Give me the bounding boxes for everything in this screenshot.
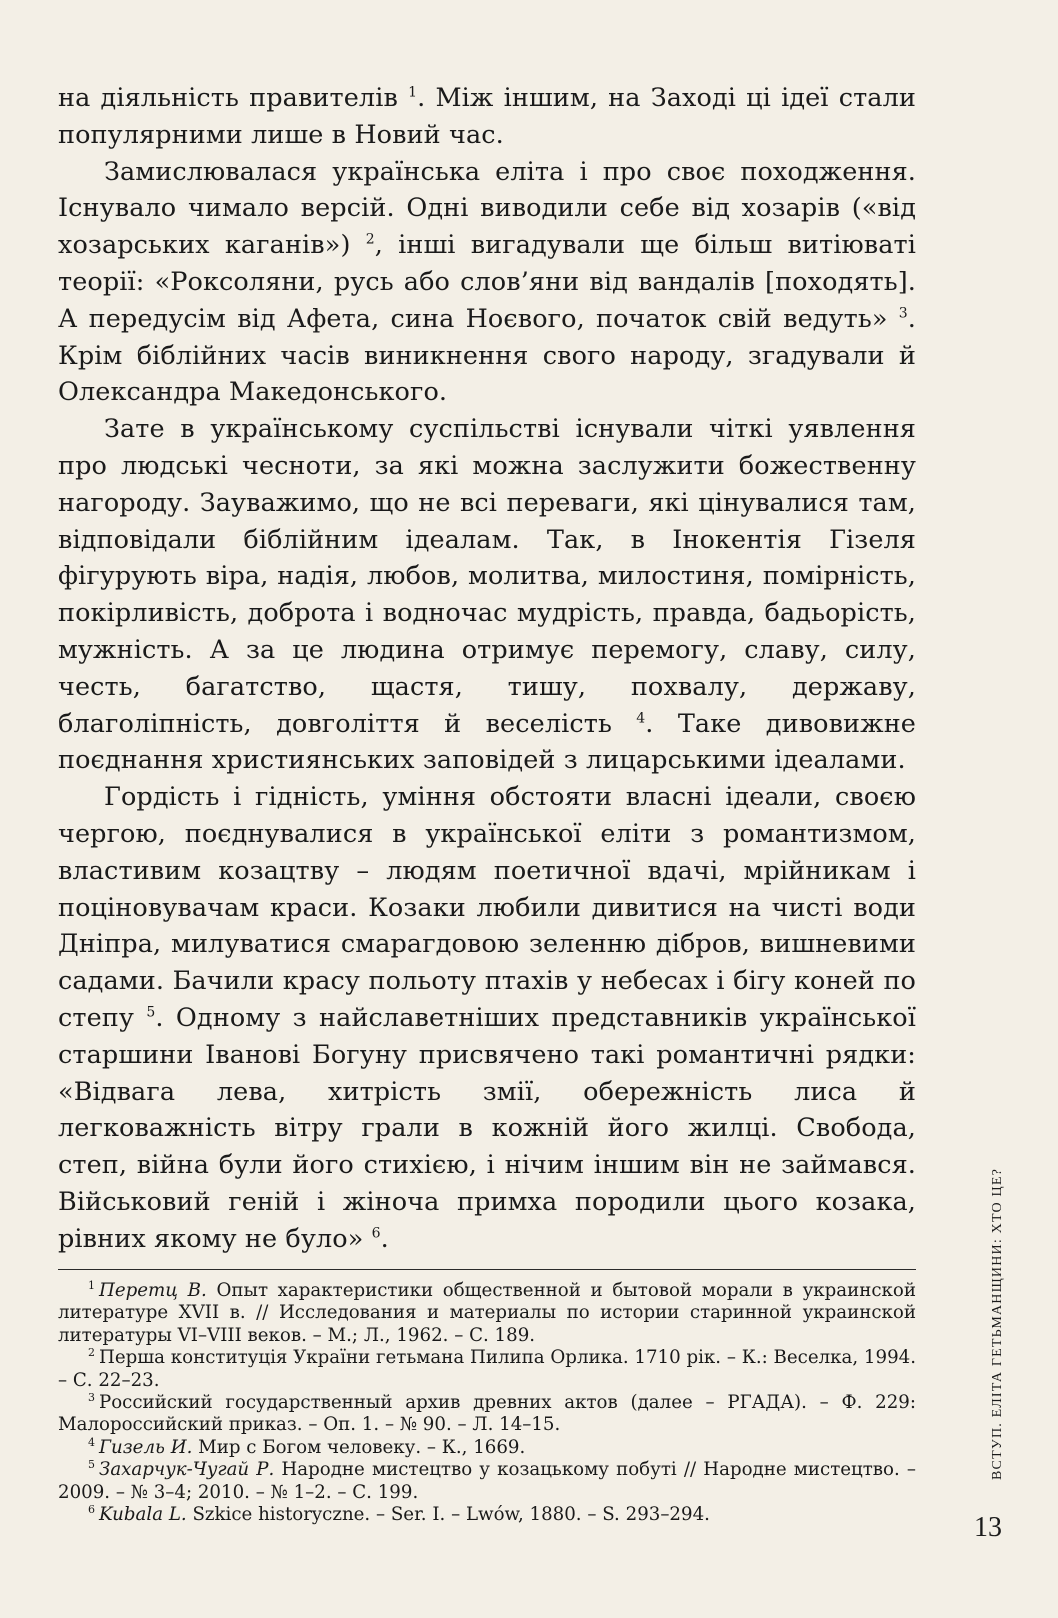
footnote-ref: 3 [898,305,908,322]
footnote-mark: 5 [88,1458,95,1472]
footnote-mark: 3 [88,1390,95,1404]
text-run: . Крім біблійних часів виникнення свого народу, згадували й Олександра Македонського. [58,303,916,408]
footnote-author: Захарчук-Чугай Р. [99,1459,275,1481]
footnote-text: Российский государственный архив древних актов (далее – РГАДА). – Ф. 229: Малороссийский приказ. – Оп. 1. – № 90. – Л. 14–15. [58,1392,916,1436]
footnote-mark: 1 [88,1278,95,1292]
footnote-1 [58,1280,916,1347]
footnote-author: Гизель И. [99,1436,193,1458]
main-text [58,80,916,1258]
footnote-author: Перетц В. [99,1280,207,1301]
footnote-author: Kubala L. [99,1504,187,1526]
text-run: на діяльність правителів [58,83,409,113]
footnote-6 [58,1504,916,1526]
footnotes [58,1280,916,1526]
footnote-mark: 6 [88,1503,95,1516]
footnote-text: Опыт характеристики общественной и бытовой морали в украинской литературе XVII в. // Исследования и материалы по истории старинной украинской литературы VI–VIII веков. – М.; Л., 1962. – С. 189. [58,1280,916,1346]
footnote-4 [58,1437,916,1459]
footnote-text: Мир с Богом человеку. – К., 1669. [192,1436,526,1458]
text-run: . Між іншим, на Заході ці ідеї стали популярними лише в Новий час. [58,83,917,150]
paragraph-3 [58,411,916,779]
footnote-divider [58,1269,916,1270]
text-run: . [380,1223,389,1254]
footnote-3 [58,1392,916,1437]
paragraph-1 [58,80,916,154]
page-number: 13 [974,1512,1002,1543]
footnote-ref: 2 [365,231,375,248]
text-run: Зате в українському суспільстві існували чіткі уявлення про людські чесноти, за які можна заслужити божественну нагороду. Зауважимо, що не всі переваги, які цінувалися там, відповідали біблійним ідеалам. Так, в Інокентія Гізеля фігурують віра, надія, любов, молитва, милостиня, помірність, покірливість, доброта і водночас мудрість, правда, бадьорість, мужність. А за це людина отримує перемогу, славу, силу, честь, багатство, щастя, тишу, похвалу, державу, благоліпність, довголіття й веселість [58,414,916,739]
footnote-text: Народне мистецтво у козацькому побуті // Народне мистецтво. – 2009. – № 3–4; 2010. – № 1–2. – С. 199. [58,1459,916,1503]
footnote-text: Перша конституція України гетьмана Пилипа Орлика. 1710 рік. – К.: Веселка, 1994. – С. 22–23. [58,1347,916,1391]
footnote-ref: 5 [146,1004,156,1021]
footnote-text: Szkice historyczne. – Ser. I. – Lwów, 1880. – S. 293–294. [186,1504,710,1526]
text-run: Гордість і гідність, уміння обстояти власні ідеали, своєю чергою, поєднувалися в української еліти з романтизмом, властивим козацтву – людям поетичної вдачі, мрійникам і поціновувачам краси. Козаки любили дивитися на чисті води Дніпра, милуватися смарагдовою зеленню дібров, вишневими садами. Бачили красу польоту птахів у небесах і бігу коней по степу [58,782,916,1033]
footnote-ref: 6 [371,1225,381,1242]
paragraph-2 [58,154,916,412]
footnote-5 [58,1459,916,1504]
text-run: . Одному з найславетніших представників української старшини Іванові Богуну присвячено такі романтичні рядки: «Відвага лева, хитрість змії, обережність лиса й легковажність вітру грали в кожній його жилці. Свобода, степ, війна були його стихією, і нічим іншим він не займався. Військовий геній і жіноча примха породили цього козака, рівних якому не було» [58,1002,916,1254]
text-run: Замислювалася українська еліта і про своє походження. Існувало чимало версій. Одні виводили себе від хозарів («від хозарських каганів») [58,156,916,261]
footnote-mark: 4 [88,1435,95,1449]
running-head: ВСТУП. ЕЛІТА ГЕТЬМАНЩИНИ: ХТО ЦЕ? [990,1168,1005,1480]
footnote-mark: 2 [88,1346,95,1360]
text-run: . Таке дивовижне поєднання християнських заповідей з лицарськими ідеалами. [58,708,916,776]
text-run: , інші вигадували ще більш витіюваті теорії: «Роксоляни, русь або слов’яни від вандалів [походять]. А передусім від Афета, сина Ноєвого, початок свій ведуть» [58,230,917,334]
footnote-ref: 4 [636,710,646,727]
footnote-ref: 1 [408,84,418,101]
paragraph-4 [58,779,916,1257]
footnote-2 [58,1347,916,1392]
